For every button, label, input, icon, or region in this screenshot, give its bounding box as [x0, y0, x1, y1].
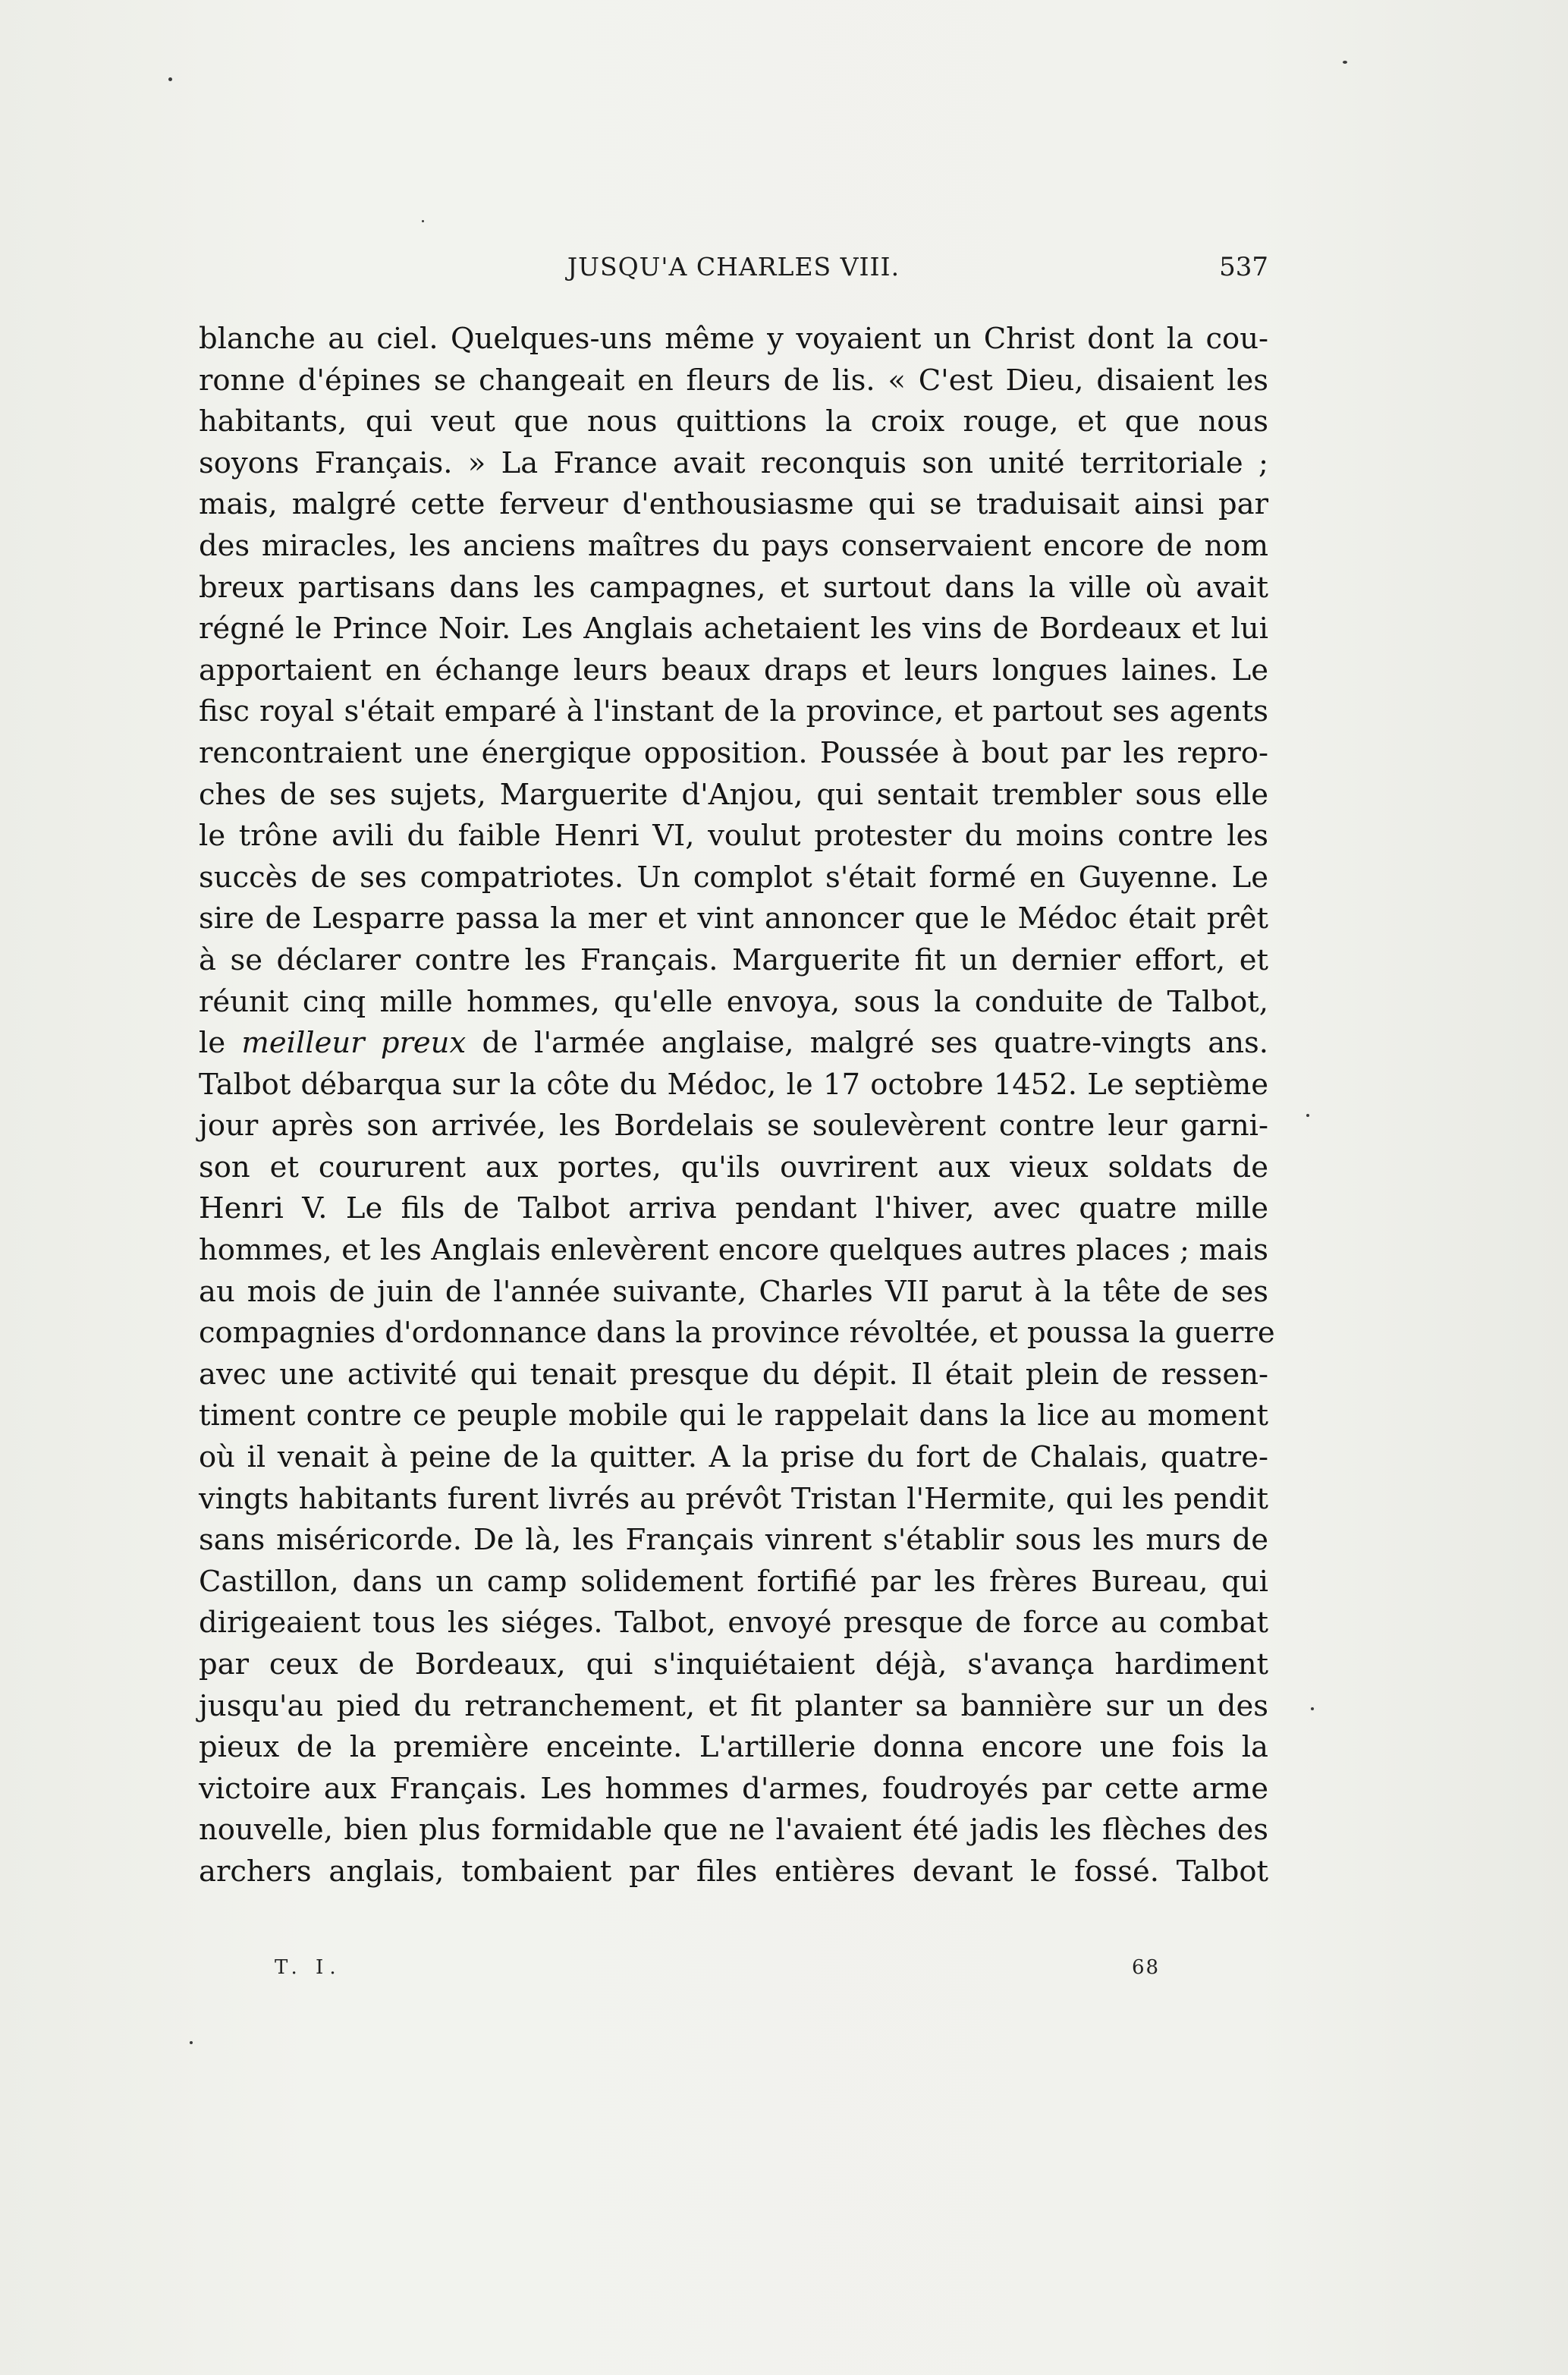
text-line: jour après son arrivée, les Bordelais se soulevèrent contre leur garni- [199, 1109, 1268, 1143]
gathering-signature: 68 [1132, 1956, 1161, 1979]
body-text [199, 319, 1275, 1893]
text-line: son et coururent aux portes, qu'ils ouvrirent aux vieux soldats de [199, 1150, 1268, 1184]
paper-speck [1306, 1114, 1309, 1117]
text-line: soyons Français. » La France avait reconquis son unité territoriale ; [199, 445, 1268, 480]
line-segment: de l'armée anglaise, malgré ses quatre-vingts ans. [466, 1026, 1269, 1061]
text-line: nouvelle, bien plus formidable que ne l'avaient été jadis les flèches des [199, 1813, 1268, 1848]
text-line: le trône avili du faible Henri VI, voulut protester du moins contre les [199, 819, 1268, 854]
paper-speck [1343, 61, 1347, 64]
text-line: compagnies d'ordonnance dans la province révoltée, et poussa la guerre [199, 1316, 1275, 1351]
text-line: apportaient en échange leurs beaux draps et leurs longues laines. Le [199, 653, 1268, 687]
text-line: habitants, qui veut que nous quittions la croix rouge, et que nous [199, 404, 1268, 439]
text-line: timent contre ce peuple mobile qui le rappelait dans la lice au moment [199, 1398, 1268, 1433]
text-line: hommes, et les Anglais enlevèrent encore quelques autres places ; mais [199, 1233, 1268, 1268]
text-line: Talbot débarqua sur la côte du Médoc, le 17 octobre 1452. Le septième [199, 1067, 1268, 1102]
text-line: où il venait à peine de la quitter. A la prise du fort de Chalais, quatre- [199, 1440, 1268, 1475]
text-line: Castillon, dans un camp solidement fortifié par les frères Bureau, qui [199, 1564, 1268, 1599]
text-line: des miracles, les anciens maîtres du pays conservaient encore de nom [199, 528, 1268, 563]
text-line: au mois de juin de l'année suivante, Charles VII parut à la tête de ses [199, 1274, 1268, 1309]
running-head [199, 252, 1268, 290]
text-line: archers anglais, tombaient par files entières devant le fossé. Talbot [199, 1854, 1268, 1889]
text-line: dirigeaient tous les siéges. Talbot, envoyé presque de force au combat [199, 1606, 1268, 1640]
text-line: avec une activité qui tenait presque du dépit. Il était plein de ressen- [199, 1357, 1268, 1392]
text-line: jusqu'au pied du retranchement, et fit planter sa bannière sur un des [199, 1688, 1268, 1723]
italic-phrase: meilleur preux [241, 1026, 467, 1061]
text-line: mais, malgré cette ferveur d'enthousiasme qui se traduisait ainsi par [199, 487, 1268, 522]
text-line: par ceux de Bordeaux, qui s'inquiétaient déjà, s'avança hardiment [199, 1647, 1268, 1681]
text-line: blanche au ciel. Quelques-uns même y voyaient un Christ dont la cou- [199, 322, 1268, 356]
text-line: à se déclarer contre les Français. Marguerite fit un dernier effort, et [199, 942, 1268, 977]
text-line: vingts habitants furent livrés au prévôt Tristan l'Hermite, qui les pendit [199, 1481, 1268, 1516]
text-line: réunit cinq mille hommes, qu'elle envoya, sous la conduite de Talbot, [199, 984, 1268, 1019]
text-line: ches de ses sujets, Marguerite d'Anjou, qui sentait trembler sous elle [199, 777, 1268, 812]
text-line: breux partisans dans les campagnes, et surtout dans la ville où avait [199, 570, 1268, 605]
page-number: 537 [1219, 252, 1268, 282]
paper-speck [190, 2041, 193, 2044]
text-line: sans miséricorde. De là, les Français vinrent s'établir sous les murs de [199, 1523, 1268, 1558]
running-title: JUSQU'A CHARLES VIII. [567, 252, 900, 282]
text-line: rencontraient une énergique opposition. Poussée à bout par les repro- [199, 735, 1268, 770]
text-line: sire de Lesparre passa la mer et vint annoncer que le Médoc était prêt [199, 901, 1268, 936]
text-line: succès de ses compatriotes. Un complot s'était formé en Guyenne. Le [199, 860, 1268, 895]
text-line: victoire aux Français. Les hommes d'armes, foudroyés par cette arme [199, 1771, 1268, 1806]
text-line: régné le Prince Noir. Les Anglais achetaient les vins de Bordeaux et lui [199, 612, 1268, 646]
text-line: Henri V. Le fils de Talbot arriva pendant l'hiver, avec quatre mille [199, 1191, 1268, 1226]
text-line-with-italic [199, 1023, 1268, 1065]
line-segment: le [199, 1026, 242, 1061]
text-line: pieux de la première enceinte. L'artillerie donna encore une fois la [199, 1730, 1268, 1765]
text-line: fisc royal s'était emparé à l'instant de la province, et partout ses agents [199, 694, 1268, 729]
signature-footer [199, 1956, 1268, 1987]
paper-speck [1311, 1707, 1314, 1710]
text-line: ronne d'épines se changeait en fleurs de lis. « C'est Dieu, disaient les [199, 363, 1268, 398]
volume-signature: T. I. [275, 1956, 342, 1979]
paper-speck [168, 77, 172, 81]
paper-speck [422, 220, 424, 222]
